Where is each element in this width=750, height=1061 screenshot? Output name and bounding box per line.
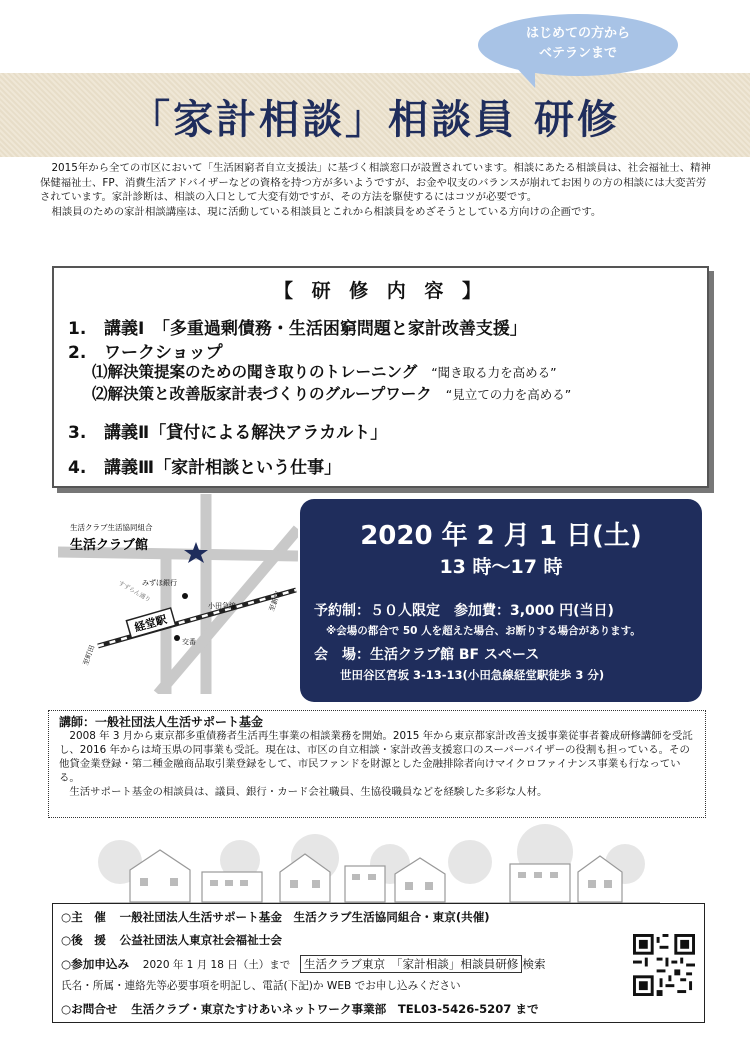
item-number: 1. xyxy=(68,319,87,339)
sub-item-text: ⑵解決策と改善版家計表づくりのグループワーク xyxy=(92,385,432,403)
apply-row xyxy=(61,955,546,973)
content-heading: 【 研 修 内 容 】 xyxy=(273,280,488,302)
sub-item-text: ⑴解決策提案のための聞き取りのトレーニング xyxy=(92,363,418,381)
item-text: 講義Ⅲ「家計相談という仕事」 xyxy=(104,458,342,478)
map-org-small: 生活クラブ生活協同組合 xyxy=(70,523,153,532)
training-content-box xyxy=(52,266,709,488)
map-railway xyxy=(98,590,296,646)
event-capacity-note: ※会場の都合で 50 人を超えた場合、お断りする場合があります。 xyxy=(326,625,641,637)
sponsor-row xyxy=(61,909,490,925)
sponsor-label: ○主 催 xyxy=(61,910,106,924)
content-item-4 xyxy=(68,453,341,478)
event-info-box xyxy=(300,499,702,702)
item-number: 3. xyxy=(68,423,87,443)
map-org-name: 生活クラブ館 xyxy=(70,537,149,552)
search-suffix[interactable]: 検索 xyxy=(522,957,546,971)
houses-graphic xyxy=(90,822,660,906)
apply-deadline: 2020 年 1 月 18 日（土）まで xyxy=(142,959,291,971)
qr-code-icon[interactable] xyxy=(633,934,695,996)
map-bank-label: みずほ銀行 xyxy=(142,580,177,587)
lecturer-box xyxy=(48,710,706,818)
item-text: ワークショップ xyxy=(104,343,223,363)
lecturer-text-2: 生活サポート基金の相談員は、議員、銀行・カード会社職員、生協役職員などを経験した多彩な人材。 xyxy=(69,786,548,798)
sub-item-note: “見立ての力を高める” xyxy=(445,387,572,402)
event-capacity: 予約制：５０人限定 参加費：3,000 円(当日) xyxy=(314,603,614,619)
map-line-label: 小田急線 xyxy=(208,603,236,610)
koban-marker-icon xyxy=(174,635,180,641)
event-venue: 会 場：生活クラブ館 BF スペース xyxy=(314,647,540,663)
lecturer-text-1: 2008 年 3 月から東京都多重債務者生活再生事業の相談業務を開始。2015 年から東京都家計改善支援事業従事者養成研修講師を受託し、2016 年からは埼玉県の同事業も受託。現在は、市区の自立相談・家計改善支援窓口のスーパーバイザーの役割も担っている。その他貸金業登録・第二種金融商品取引業登録をして、市民ファンドを財源とした金融排除者向けマイクロファイナンス事業も行なっている。 xyxy=(59,730,693,784)
intro-text xyxy=(40,161,712,219)
speech-bubble-text xyxy=(478,24,678,64)
map-koban-label: 交番 xyxy=(182,639,196,646)
access-map xyxy=(58,494,298,694)
intro-paragraph-1: 2015年から全ての市区において「生活困窮者自立支援法」に基づく相談窓口が設置されています。相談にあたる相談員は、社会福祉士、精神保健福祉士、FP、消費生活アドバイザーなどの資格を持つ方が多いようですが、お金や収支のバランスが崩れてお困りの方の相談には大変苦労されています。家計診断は、相談の入口として大変有効ですが、その方法を駆使するにはコツが必要です。 xyxy=(40,162,711,203)
map-street-label: すずらん通り xyxy=(117,580,152,604)
footer-info-box xyxy=(52,903,705,1023)
content-sub-item-2 xyxy=(92,382,571,404)
map-direction-left: 至町田 xyxy=(82,644,97,667)
event-time: 13 時～17 時 xyxy=(439,556,563,578)
bubble-line-2: ベテランまで xyxy=(538,46,617,61)
event-date: 2020 年 2 月 1 日(土) xyxy=(360,521,642,551)
support-row xyxy=(61,932,282,948)
event-address: 世田谷区宮坂 3-13-13(小田急線経堂駅徒歩 3 分) xyxy=(340,668,605,682)
map-station-label: 経堂駅 xyxy=(133,613,169,635)
search-keyword-box[interactable]: 生活クラブ東京 「家計相談」相談員研修 xyxy=(300,955,522,973)
page-title: 「家計相談」相談員 研修 xyxy=(130,97,620,143)
support-value: 公益社団法人東京社会福祉士会 xyxy=(119,933,282,947)
content-item-1 xyxy=(68,314,527,339)
map-road-horizontal xyxy=(58,552,298,556)
item-number: 4. xyxy=(68,458,87,478)
houses-illustration xyxy=(90,822,660,906)
map-graphic xyxy=(58,494,298,694)
sponsor-value: 一般社団法人生活サポート基金 生活クラブ生活協同組合・東京(共催) xyxy=(119,910,490,924)
item-text: 講義Ⅰ 「多重過剰債務・生活困窮問題と家計改善支援」 xyxy=(104,319,527,339)
contact-value: 生活クラブ・東京たすけあいネットワーク事業部 TEL03-5426-5207 まで xyxy=(131,1002,539,1016)
content-sub-item-1 xyxy=(92,360,557,382)
intro-paragraph-2: 相談員のための家計相談講座は、現に活動している相談員とこれから相談員をめざそうとしている方向けの企画です。 xyxy=(51,205,602,218)
contact-label: ○お問合せ xyxy=(61,1002,118,1016)
bank-marker-icon xyxy=(182,593,188,599)
sub-item-note: “聞き取る力を高める” xyxy=(431,365,557,380)
lecturer-title: 講師：一般社団法人生活サポート基金 xyxy=(59,715,264,729)
item-number: 2. xyxy=(68,343,87,363)
apply-label: ○参加申込み xyxy=(61,957,130,971)
contact-row xyxy=(61,1001,539,1017)
support-label: ○後 援 xyxy=(61,933,106,947)
bubble-line-1: はじめての方から xyxy=(525,26,630,41)
item-text: 講義Ⅱ「貸付による解決アラカルト」 xyxy=(104,423,388,443)
apply-note: 氏名・所属・連絡先等必要事項を明記し、電話(下記)か WEB でお申し込みください xyxy=(61,980,461,992)
content-item-3 xyxy=(68,418,387,443)
map-direction-right: 至新宿 xyxy=(268,590,283,613)
